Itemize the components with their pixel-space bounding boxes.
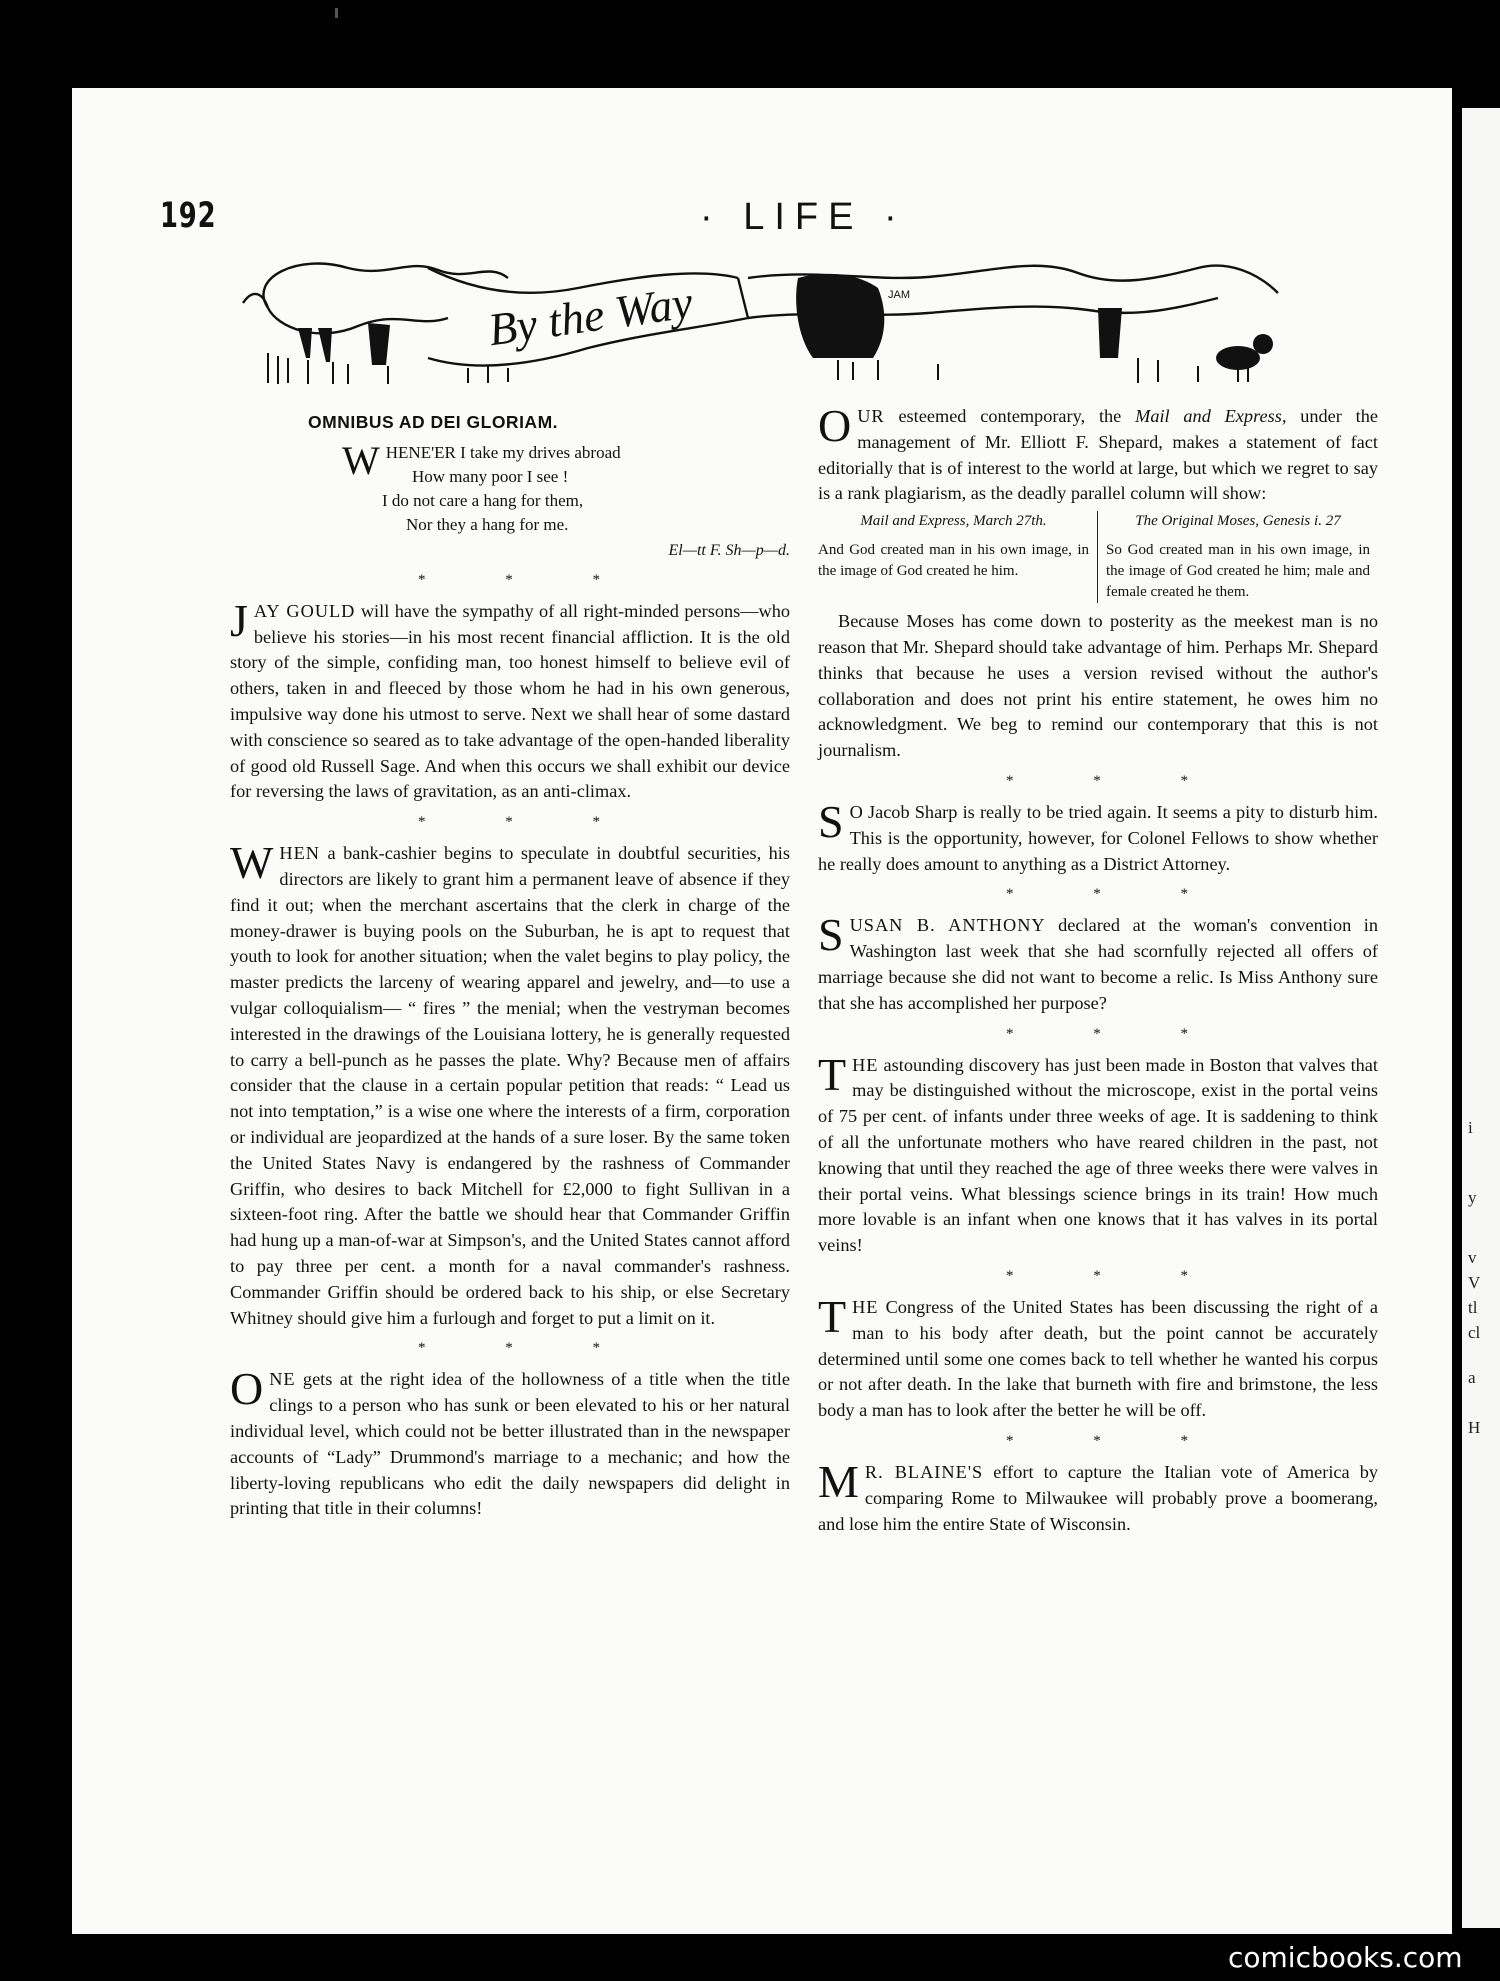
article-heading: OMNIBUS AD DEI GLORIAM. <box>308 412 559 432</box>
parallel-text: And God created man in his own image, in the image of God created he him. <box>818 542 1089 580</box>
edge-letter: H <box>1468 1418 1481 1437</box>
scan-mark <box>335 8 338 18</box>
drop-cap: M <box>818 1455 859 1507</box>
right-column <box>818 400 1378 1537</box>
section-divider: * * * <box>1006 1267 1226 1284</box>
lead-words: NE <box>269 1369 296 1390</box>
paragraph-blaine <box>818 1455 1378 1537</box>
paragraph-text: gets at the right idea of the hollowness of a title when the title clings to a person who has sunk or been elevated to his or her natural individual level, which could not be better illustrated than in the newspaper accounts of “Lady” Drummond's marriage to a mechanic; and how the liberty-loving republicans who edit the daily newspapers did delight in printing that title in their columns! <box>230 1369 790 1519</box>
section-divider: * * * <box>418 571 638 588</box>
banner-text: By the Way <box>485 276 696 356</box>
page-number: 192 <box>160 196 217 236</box>
drop-cap: W <box>230 837 274 889</box>
section-divider: * * * <box>418 1340 638 1357</box>
section-divider: * * * <box>1006 1432 1226 1449</box>
lead-words: O <box>849 801 863 822</box>
masthead-title: · LIFE · <box>700 196 907 238</box>
parallel-right <box>1098 511 1378 603</box>
paragraph-mail-and-express <box>818 400 1378 507</box>
paragraph-text: esteemed contemporary, the <box>884 406 1136 426</box>
drop-cap: S <box>818 795 844 847</box>
section-divider: * * * <box>1006 1025 1226 1042</box>
edge-letter: cl <box>1468 1323 1481 1342</box>
poem-line: How many poor I see ! <box>412 466 569 486</box>
edge-letter: y <box>1468 1188 1477 1207</box>
parallel-columns <box>818 511 1378 603</box>
drop-cap: J <box>230 594 248 646</box>
paragraph-susan-anthony <box>818 909 1378 1016</box>
paragraph-text: Congress of the United States has been discussing the right of a man to his body after death, but the point cannot be accurately determined until some one comes back to tell whether he wanted his corpus or not after death. In the lake that burneth with fire and brimstone, the less body a man has to look after the better he will be off. <box>818 1296 1378 1421</box>
poem-line: Nor they a hang for me. <box>406 514 569 534</box>
edge-letter: V <box>1468 1273 1481 1292</box>
lead-words: R. BLAINE'S <box>864 1461 984 1482</box>
poem-signature: El—tt F. Sh—p—d. <box>668 541 790 559</box>
poem-line: HENE'ER I take my drives abroad <box>385 442 621 462</box>
parallel-heading: Mail and Express, March 27th. <box>860 513 1047 530</box>
poem <box>342 437 790 563</box>
left-column <box>230 410 790 1522</box>
parallel-heading: The Original Moses, Genesis i. 27 <box>1135 513 1341 530</box>
section-divider: * * * <box>418 814 638 831</box>
section-divider: * * * <box>1006 886 1226 903</box>
drop-cap: S <box>818 909 844 961</box>
edge-letter: v <box>1468 1248 1477 1267</box>
lead-words: UR <box>857 406 885 426</box>
paragraph-jay-gould <box>230 594 790 805</box>
paragraph-text: will have the sympathy of all right-minded persons—who believe his stories—in his most recent financial affliction. It is the old story of the simple, confiding man, too honest himself to believe evil of others, taken in and fleeced by those whom he had in his own generous, impulsive way done his utmost to serve. Next we shall hear of some dastard with conscience so seared as to take advantage of the open-handed liberality of good old Russell Sage. And when this occurs we shall exhibit our device for reversing the laws of gravitation, as an anti-climax. <box>230 600 790 802</box>
drop-cap: T <box>818 1290 847 1342</box>
paragraph-text: under the management of Mr. Elliott F. Shepard, makes a statement of fact editorially that is of interest to the world at large, but which we regret to say is a rank plagiarism, as the deadly parallel column will show: <box>818 406 1378 504</box>
drop-cap: W <box>342 437 380 483</box>
lead-words: USAN B. ANTHONY <box>849 915 1046 936</box>
paragraph-moses: Because Moses has come down to posterity as the meekest man is no reason that Mr. Shepard should take advantage of him. Perhaps Mr. Shepard thinks that because he uses a version revised without the author's collaboration and does not print his entire statement, he owes him no acknowledgment. We beg to remind our contemporary that this is not journalism. <box>818 611 1378 761</box>
watermark: comicbooks.com <box>1218 1934 1500 1981</box>
edge-letter: i <box>1468 1118 1473 1137</box>
paragraph-bank-cashier <box>230 837 790 1331</box>
adjacent-page-edge <box>1462 108 1500 1928</box>
paragraph-portal-veins <box>818 1048 1378 1259</box>
section-divider: * * * <box>1006 772 1226 789</box>
drop-cap: O <box>230 1363 264 1415</box>
paragraph-congress <box>818 1290 1378 1424</box>
lead-words: AY GOULD <box>253 600 356 621</box>
parallel-left <box>818 511 1098 603</box>
by-the-way-banner-illustration <box>238 248 1348 388</box>
edge-letter: tl <box>1468 1298 1478 1317</box>
paragraph-jacob-sharp <box>818 795 1378 877</box>
paragraph-text: a bank-cashier begins to speculate in doubtful securities, his directors are likely to grant him a permanent leave of absence if they find it out; when the merchant ascertains that the clerk in charge of the money-drawer is buying pools on the Suburban, he is apt to request that youth to look for another situation; when the valet begins to play policy, the master predicts the larceny of wearing apparel and jewelry, and—to use a vulgar colloquialism— “ fires ” the menial; when the vestryman becomes interested in the drawings of the Louisiana lottery, he is generally requested to carry a bell-punch as he passes the plate. Why? Because men of affairs consider that the clause in a certain popular petition that reads: “ Lead us not into temptation,” is a wise one where the interests of a firm, corporation or individual are jeopardized at the hands of a sure loser. By the same token the United States Navy is endangered by the rashness of Commander Griffin, who desires to back Mitchell for £2,000 to fight Sullivan in a sixteen-foot ring. After the battle we should hear that Commander Griffin had hung up a man-of-war at Simpson's, and the United States cannot afford to pay three per cent. a month for a naval commander's rashness. Commander Griffin should be ordered back to his ship, or else Secretary Whitney should give him a furlough and forget to put a limit on it. <box>230 843 790 1328</box>
lead-words: HEN <box>279 843 320 864</box>
lead-words: HE <box>852 1054 879 1075</box>
publication-name: Mail and Express, <box>1135 406 1287 426</box>
paragraph-text: Jacob Sharp is really to be tried again. It seems a pity to disturb him. This is the opportunity, however, for Colonel Fellows to show whether he really does amount to anything as a District Attorney. <box>818 801 1378 874</box>
edge-letter: a <box>1468 1368 1476 1387</box>
drop-cap: T <box>818 1048 847 1100</box>
paragraph-text: declared at the woman's convention in Washington last week that she had scornfully rejected all offers of marriage because she did not want to become a relic. Is Miss Anthony sure that she has accomplished her purpose? <box>818 915 1378 1013</box>
banner-signature: JAM <box>888 289 910 301</box>
drop-cap: O <box>818 400 852 451</box>
paragraph-text: astounding discovery has just been made in Boston that valves that may be distinguished without the microscope, exist in the portal veins of 75 per cent. of infants under three weeks of age. It is saddening to think of all the unfortunate mothers who have reared children in the past, not knowing that until they reached the age of three weeks there were valves in their portal veins. What blessings science brings in its train! How much more lovable is an infant when one knows that it has valves in its portal veins! <box>818 1054 1378 1256</box>
paragraph-title-hollowness <box>230 1363 790 1522</box>
poem-line: I do not care a hang for them, <box>382 490 584 510</box>
paragraph-text: effort to capture the Italian vote of America by comparing Rome to Milwaukee will probably prove a boomerang, and lose him the entire State of Wisconsin. <box>818 1461 1378 1534</box>
lead-words: HE <box>852 1296 879 1317</box>
parallel-text: So God created man in his own image, in the image of God created he him; male and female created he them. <box>1106 542 1370 601</box>
